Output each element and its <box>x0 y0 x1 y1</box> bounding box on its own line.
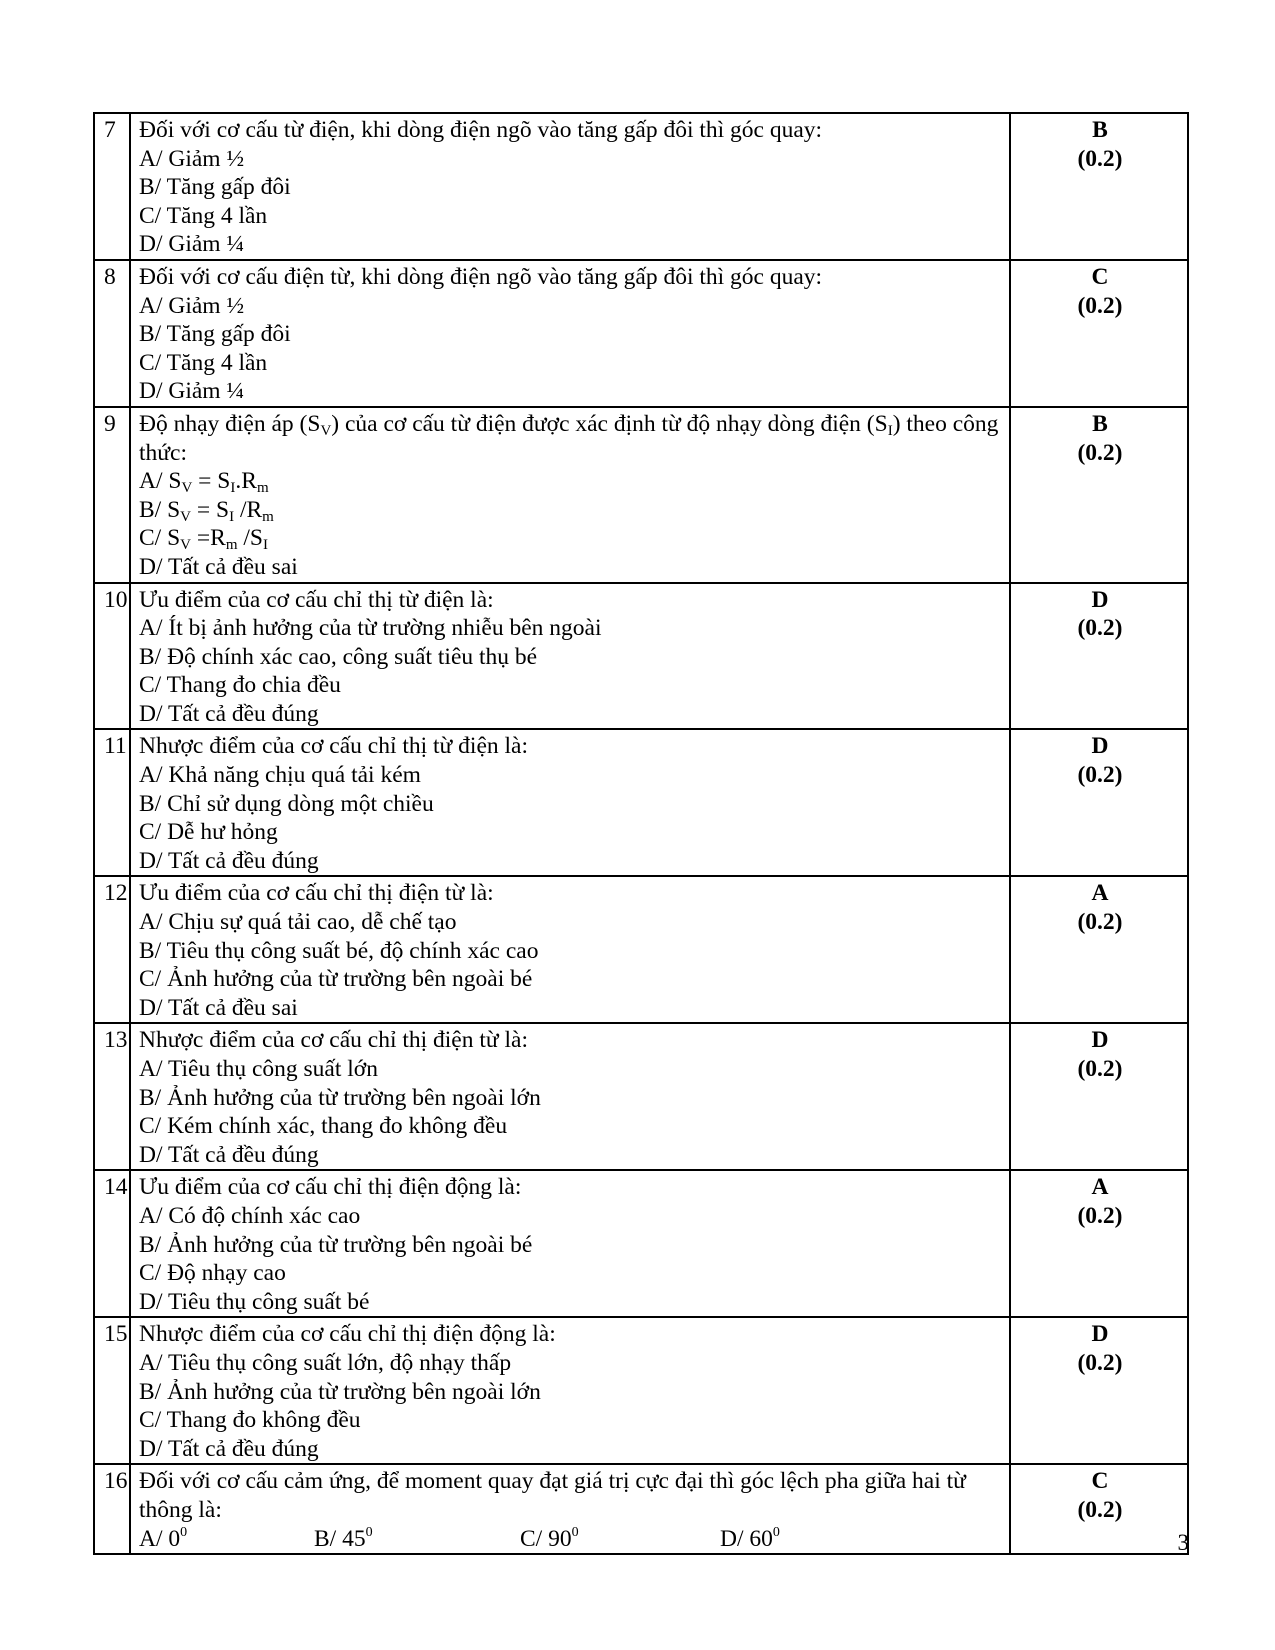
option-a: A/ Tiêu thụ công suất lớn <box>139 1056 378 1082</box>
answer-letter: B <box>1092 410 1108 437</box>
option-a: A/ $0^0$ <box>139 1524 188 1552</box>
question-stem: Nhược điểm của cơ cấu chỉ thị điện động là: <box>139 1321 556 1348</box>
question-row-8 <box>94 260 1188 407</box>
question-number: 7 <box>94 113 130 260</box>
option-c: C/ Dễ hư hỏng <box>139 819 278 846</box>
option-b: B/ Ảnh hưởng của từ trường bên ngoài lớn <box>139 1084 541 1111</box>
answer-letter: D <box>1091 733 1109 760</box>
question-number: 8 <box>94 260 130 407</box>
question-number: 15 <box>94 1317 130 1464</box>
question-row-16 <box>94 1464 1188 1554</box>
question-content <box>130 113 1010 260</box>
answer-points: (0.2) <box>1077 1056 1123 1082</box>
question-stem: Nhược điểm của cơ cấu chỉ thị điện từ là: <box>139 1027 528 1054</box>
question-number: 16 <box>94 1464 130 1554</box>
answer-cell <box>1010 1464 1188 1554</box>
option-b: B/ Tiêu thụ công suất bé, độ chính xác cao <box>139 937 539 964</box>
question-number: 14 <box>94 1170 130 1317</box>
option-d: D/ Tất cả đều sai <box>139 994 298 1021</box>
question-row-14 <box>94 1170 1188 1317</box>
answer-cell <box>1010 1023 1188 1170</box>
option-c: C/ Thang đo không đều <box>139 1407 361 1434</box>
answer-points: (0.2) <box>1077 145 1123 172</box>
option-c: C/ Tăng 4 lần <box>139 349 268 376</box>
question-content <box>130 583 1010 730</box>
option-d: D/ Giảm ¼ <box>139 378 245 405</box>
question-row-12 <box>94 876 1188 1023</box>
option-a: A/ Giảm ½ <box>139 292 245 319</box>
question-number: 11 <box>94 729 130 876</box>
option-b: B/ Độ chính xác cao, công suất tiêu thụ bé <box>139 643 538 670</box>
option-d: D/ $60^0$ <box>720 1524 780 1552</box>
option-d: D/ Tất cả đều đúng <box>139 1141 319 1168</box>
answer-cell <box>1010 260 1188 407</box>
answer-cell <box>1010 113 1188 260</box>
option-d: D/ Tất cả đều sai <box>139 553 298 580</box>
answer-points: (0.2) <box>1077 762 1123 789</box>
question-content <box>130 260 1010 407</box>
question-stem: Đối với cơ cấu cảm ứng, để moment quay đạt giá trị cực đại thì góc lệch pha giữa hai từ thông là: <box>139 1468 966 1523</box>
question-stem: Ưu điểm của cơ cấu chỉ thị điện động là: <box>139 1174 522 1201</box>
question-table <box>93 112 1189 1555</box>
page-number: 3 <box>1177 1530 1189 1555</box>
option-a: A/ Khả năng chịu quá tải kém <box>139 762 421 789</box>
question-content <box>130 1023 1010 1170</box>
option-a: A/ Có độ chính xác cao <box>139 1202 361 1229</box>
option-b: B/ Chỉ sử dụng dòng một chiều <box>139 790 434 817</box>
question-row-10 <box>94 583 1188 730</box>
question-stem: Ưu điểm của cơ cấu chỉ thị điện từ là: <box>139 880 494 907</box>
option-c: C/ Tăng 4 lần <box>139 202 268 229</box>
option-c: C/ Ảnh hưởng của từ trường bên ngoài bé <box>139 966 533 993</box>
option-a: A/ Tiêu thụ công suất lớn, độ nhạy thấp <box>139 1349 512 1376</box>
answer-letter: D <box>1091 1321 1109 1348</box>
option-b: B/ Ảnh hưởng của từ trường bên ngoài lớn <box>139 1378 541 1405</box>
option-c: C/ Thang đo chia đều <box>139 672 341 699</box>
question-row-7 <box>94 113 1188 260</box>
option-d: D/ Tất cả đều đúng <box>139 847 319 874</box>
answer-letter: D <box>1091 586 1109 613</box>
answer-points: (0.2) <box>1077 615 1123 642</box>
question-content <box>130 1170 1010 1317</box>
question-row-11 <box>94 729 1188 876</box>
answer-cell <box>1010 1317 1188 1464</box>
option-a: A/ $S_V = S_I.R_m$ <box>139 468 269 497</box>
answer-letter: B <box>1092 117 1108 143</box>
inline-options <box>139 1525 1003 1554</box>
option-a: A/ Chịu sự quá tải cao, dễ chế tạo <box>139 909 457 936</box>
question-number: 13 <box>94 1023 130 1170</box>
answer-letter: D <box>1091 1027 1109 1054</box>
option-b: B/ $S_V = S_I$ $/R_m$ <box>139 496 274 525</box>
question-stem: Độ nhạy điện áp $(S_V)$ của cơ cấu từ điện được xác định từ độ nhạy dòng điện $(S_I)$ theo công thức: <box>139 410 999 466</box>
question-content <box>130 1317 1010 1464</box>
answer-cell <box>1010 729 1188 876</box>
question-row-15 <box>94 1317 1188 1464</box>
option-c: C/ $90^0$ <box>520 1524 579 1552</box>
question-number: 12 <box>94 876 130 1023</box>
option-b: B/ Tăng gấp đôi <box>139 174 291 201</box>
question-stem: Ưu điểm của cơ cấu chỉ thị từ điện là: <box>139 586 494 613</box>
option-b: B/ Ảnh hưởng của từ trường bên ngoài bé <box>139 1231 533 1258</box>
answer-points: (0.2) <box>1077 1496 1123 1523</box>
answer-cell <box>1010 583 1188 730</box>
answer-cell <box>1010 1170 1188 1317</box>
answer-letter: A <box>1091 880 1109 907</box>
answer-points: (0.2) <box>1077 439 1123 466</box>
option-a: A/ Giảm ½ <box>139 145 245 172</box>
question-row-9 <box>94 407 1188 583</box>
answer-points: (0.2) <box>1077 292 1123 319</box>
answer-cell <box>1010 407 1188 583</box>
option-d: D/ Tất cả đều đúng <box>139 700 319 727</box>
question-content <box>130 407 1010 583</box>
answer-points: (0.2) <box>1077 1349 1123 1376</box>
option-b: B/ $45^0$ <box>314 1524 373 1552</box>
answer-letter: A <box>1091 1174 1109 1201</box>
question-stem: Nhược điểm của cơ cấu chỉ thị từ điện là: <box>139 733 528 760</box>
option-c: C/ $S_V =R_m$ $/S_I$ <box>139 525 268 554</box>
answer-letter: C <box>1091 263 1109 290</box>
option-c: C/ Kém chính xác, thang đo không đều <box>139 1113 508 1140</box>
answer-points: (0.2) <box>1077 909 1123 936</box>
answer-cell <box>1010 876 1188 1023</box>
answer-points: (0.2) <box>1077 1202 1123 1229</box>
option-d: D/ Giảm ¼ <box>139 231 245 258</box>
question-number: 10 <box>94 583 130 730</box>
question-content <box>130 729 1010 876</box>
option-d: D/ Tất cả đều đúng <box>139 1435 319 1462</box>
option-c: C/ Độ nhạy cao <box>139 1260 286 1287</box>
option-b: B/ Tăng gấp đôi <box>139 321 291 348</box>
option-d: D/ Tiêu thụ công suất bé <box>139 1288 370 1315</box>
option-a: A/ Ít bị ảnh hưởng của từ trường nhiễu bên ngoài <box>139 615 602 642</box>
question-content <box>130 1464 1010 1554</box>
question-row-13 <box>94 1023 1188 1170</box>
question-number: 9 <box>94 407 130 583</box>
answer-letter: C <box>1091 1468 1109 1495</box>
question-stem: Đối với cơ cấu từ điện, khi dòng điện ngõ vào tăng gấp đôi thì góc quay: <box>139 117 823 143</box>
question-content <box>130 876 1010 1023</box>
question-stem: Đối với cơ cấu điện từ, khi dòng điện ngõ vào tăng gấp đôi thì góc quay: <box>139 263 823 290</box>
